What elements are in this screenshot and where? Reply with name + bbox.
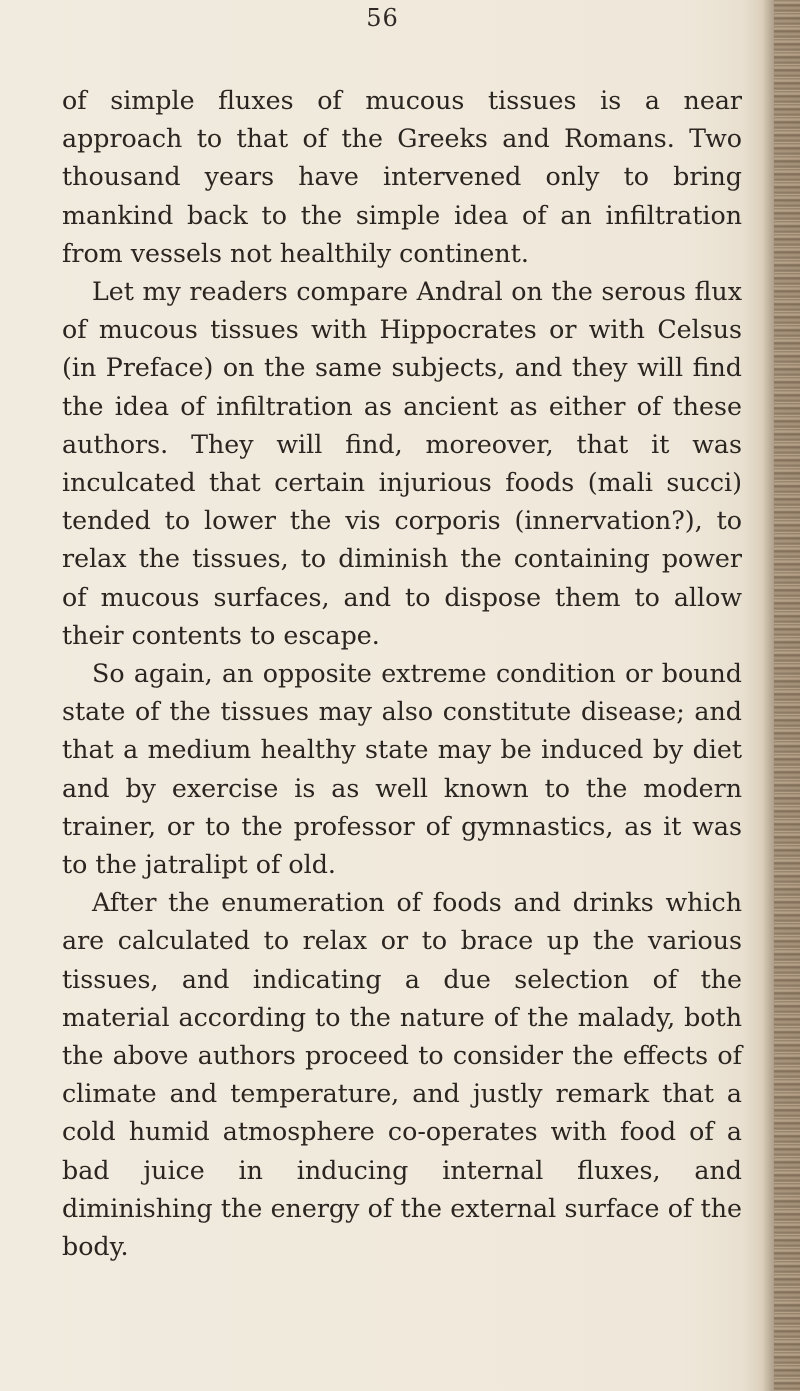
page-number: 56 [366,4,399,32]
body-text [62,82,742,1266]
paragraph-4: After the enumeration of foods and drinks which are calculated to relax or to brace up the various tissues, and indicating a due selection of the material according to the nature of the malady, both the above authors proceed to consider the effects of climate and temperature, and justly remark that a cold humid atmosphere co-operates with food of a bad juice in inducing internal fluxes, and diminishing the energy of the external surface of the body. [62,888,742,1262]
paragraph-1: of simple fluxes of mucous tissues is a near approach to that of the Greeks and Romans. Two thousand years have intervened only to bring mankind back to the simple idea of an infiltration from vessels not healthily continent. [62,86,742,268]
paragraph-2: Let my readers compare Andral on the serous flux of mucous tissues with Hippocrates or with Celsus (in Preface) on the same subjects, and they will find the idea of infiltration as ancient as either of these authors. They will find, moreover, that it was inculcated that certain injurious foods (mali succi) tended to lower the vis corporis (innervation?), to relax the tissues, to diminish the containing power of mucous surfaces, and to dispose them to allow their contents to escape. [62,277,742,650]
paragraph-3: So again, an opposite extreme condition or bound state of the tissues may also constitute disease; and that a medium healthy state may be induced by diet and by exercise is as well known to the modern trainer, or to the professor of gymnastics, as it was to the jatralipt of old. [62,659,742,880]
binding-edge [774,0,800,1391]
binding-shadow [762,0,774,1391]
